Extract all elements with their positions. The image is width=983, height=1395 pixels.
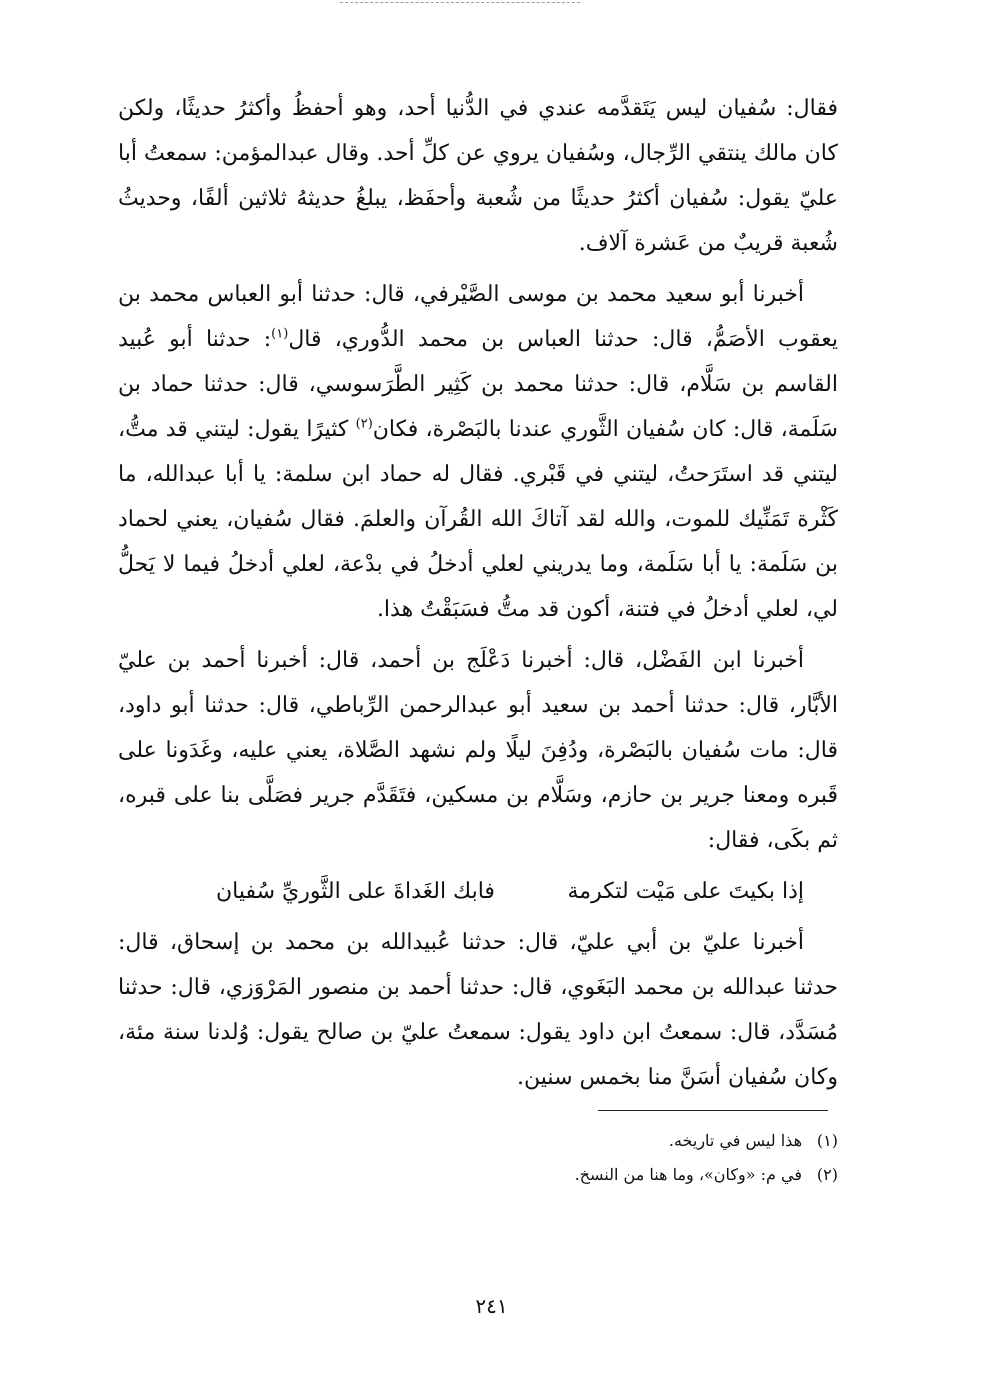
footnote-text: هذا ليس في تاريخه. [668, 1131, 802, 1150]
paragraph-1: فقال: سُفيان ليس يَتَقدَّمه عندي في الدُّنيا أحد، وهو أحفظُ وأكثرُ حديثًا، ولكن كان مالك ينتقي الرِّجال، وسُفيان يروي عن كلِّ أحد. وقال عبدالمؤمن: سمعتُ أبا عليّ يقول: سُفيان أكثرُ حديثًا من شُعبة وأحفَظ، يبلغُ حديثهُ ثلاثين ألفًا، وحديثُ شُعبة قريبٌ من عَشرة آلاف. [118, 96, 838, 256]
main-text [118, 86, 838, 1106]
footnote-number: (٢) [816, 1165, 838, 1184]
paragraph-2-part-2: : حدثنا أبو عُبيد القاسم بن سَلَّام، قال: حدثنا محمد بن كَثِير الطَّرَسوسي، قال: حدثنا حماد بن سَلَمة، قال: كان سُفيان الثَّوري عندنا بالبَصْرة، فكان [118, 327, 838, 442]
footnote-1 [118, 1124, 838, 1158]
paragraph-2 [118, 272, 838, 632]
footnote-2 [118, 1158, 838, 1192]
footnote-ref-2[interactable]: (٢) [355, 416, 373, 432]
footnote-ref-1[interactable]: (١) [271, 326, 289, 342]
footnote-divider [598, 1110, 828, 1111]
footnote-number: (١) [816, 1131, 838, 1150]
page-number: ٢٤١ [475, 1294, 508, 1318]
scan-artifact-top [340, 2, 580, 9]
footnote-text: في م: «وكان»، وما هنا من النسخ. [574, 1165, 802, 1184]
verse-first-hemistich: إذا بكيتَ على مَيْت لتكرمة [567, 879, 804, 904]
paragraph-2-part-3: كثيرًا يقول: ليتني قد متُّ، ليتني قد استَرَحتُ، ليتني في قَبْري. فقال له حماد ابن سلمة: يا أبا عبدالله، ما كَثْرة تَمَنِّيك للموت، والله لقد آتاكَ الله القُرآن والعلمَ. فقال سُفيان، يعني لحماد بن سَلَمة: يا أبا سَلَمة، وما يدريني لعلي أدخلُ في بدْعة، لعلي أدخلُ فيما لا يَحلُّ لي، لعلي أدخلُ في فتنة، أكون قد متُّ فسَبَقْتُ هذا. [118, 417, 838, 622]
paragraph-2-part-1: أخبرنا أبو سعيد محمد بن موسى الصَّيْرفي، قال: حدثنا أبو العباس محمد بن يعقوب الأصَمُّ، قال: حدثنا العباس بن محمد الدُّوري، قال [118, 282, 838, 352]
paragraph-3: أخبرنا ابن الفَضْل، قال: أخبرنا دَعْلَج بن أحمد، قال: أخبرنا أحمد بن عليّ الأبَّار، قال: حدثنا أحمد بن سعيد أبو عبدالرحمن الرِّباطي، قال: حدثنا أبو داود، قال: مات سُفيان بالبَصْرة، ودُفِنَ ليلًا ولم نشهد الصَّلاة، يعني عليه، وغَدَونا على قَبره ومعنا جرير بن حازم، وسَلَّام بن مسكين، فتَقَدَّم جرير فصَلَّى بنا على قبره، ثم بكَى، فقال: [118, 648, 838, 853]
paragraph-4: أخبرنا عليّ بن أبي عليّ، قال: حدثنا عُبيدالله بن محمد بن إسحاق، قال: حدثنا عبدالله بن محمد البَغَوي، قال: حدثنا أحمد بن منصور المَرْوَزي، قال: حدثنا مُسَدَّد، قال: سمعتُ ابن داود يقول: سمعتُ عليّ بن صالح يقول: وُلدنا سنة مئة، وكان سُفيان أسَنَّ منا بخمس سنين. [118, 930, 838, 1090]
footnotes [118, 1124, 838, 1192]
verse-second-hemistich: فابك الغَداةَ على الثَّوريِّ سُفيان [216, 879, 495, 904]
poetry-verse [118, 869, 838, 914]
